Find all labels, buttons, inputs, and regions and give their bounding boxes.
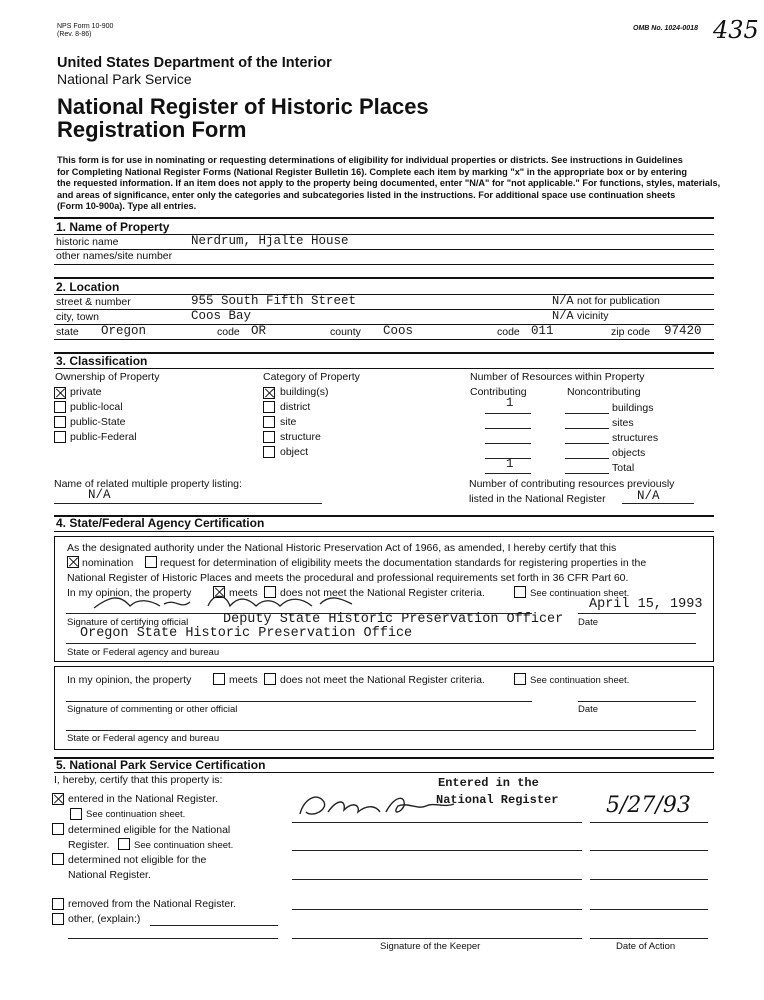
continuation-sheet-checkbox[interactable] (514, 586, 526, 598)
rule (54, 339, 714, 340)
agency-label: State or Federal agency and bureau (67, 647, 220, 658)
other-label: other, (explain:) (68, 913, 141, 925)
agency-line (66, 643, 696, 644)
street-value[interactable]: 955 South Fifth Street (191, 294, 357, 308)
category-label: site (280, 416, 297, 428)
rule (54, 531, 714, 532)
determined-eligible-checkbox[interactable] (52, 823, 64, 835)
continuation-sheet-label: See continuation sheet. (86, 809, 186, 820)
certification-date-value[interactable]: April 15, 1993 (589, 597, 703, 612)
section-5-heading: 5. National Park Service Certification (56, 758, 266, 772)
ownership-label: public-local (70, 401, 123, 413)
blank (485, 413, 531, 414)
removed-checkbox[interactable] (52, 898, 64, 910)
date-line (578, 701, 696, 702)
category-building-checkbox[interactable] (263, 387, 275, 399)
not-for-publication-mark[interactable]: N/A (552, 294, 574, 308)
historic-name-value[interactable]: Nerdrum, Hjalte House (191, 234, 349, 248)
date-line (590, 909, 708, 910)
signature-line (292, 822, 582, 823)
meets-label: meets (229, 674, 258, 686)
not-for-publication-label: not for publication (577, 295, 660, 307)
code-value[interactable]: OR (251, 324, 267, 338)
blank (565, 428, 609, 429)
rule (54, 234, 714, 235)
category-site-checkbox[interactable] (263, 416, 275, 428)
instructions-line: (Form 10-900a). Type all entries. (57, 201, 197, 211)
category-label: object (280, 446, 309, 458)
section-divider (54, 352, 714, 354)
state-value[interactable]: Oregon (101, 324, 147, 338)
blank (565, 443, 609, 444)
rule (54, 772, 714, 773)
opinion-text: In my opinion, the property (67, 674, 192, 686)
date-line (590, 938, 708, 939)
nomination-label: nomination (82, 557, 134, 569)
zip-label: zip code (611, 326, 651, 338)
eligible-continuation-checkbox[interactable] (118, 838, 130, 850)
instructions-line: and areas of significance, enter only the categories and subcategories listed in the instructions. For additional space use continuation sheets (57, 189, 676, 200)
contributing-total-value[interactable]: 1 (506, 457, 514, 471)
ownership-label: public-State (70, 416, 126, 428)
resource-row-label: objects (612, 447, 646, 459)
blank (68, 938, 278, 939)
entered-checkbox[interactable] (52, 793, 64, 805)
meets-checkbox-2[interactable] (213, 673, 225, 685)
continuation-sheet-label: See continuation sheet. (134, 840, 234, 851)
vicinity-label: vicinity (577, 310, 609, 322)
entered-stamp-line: Entered in the (438, 776, 539, 790)
does-not-meet-label: does not meet the National Register criteria. (280, 674, 485, 686)
ownership-title: Ownership of Property (55, 371, 160, 383)
agency-name: National Park Service (57, 71, 192, 87)
rule (54, 368, 714, 369)
category-label: district (280, 401, 311, 413)
signature-line (292, 879, 582, 880)
related-listing-label: Name of related multiple property listing: (54, 478, 242, 490)
agency-label: State or Federal agency and bureau (67, 733, 220, 744)
city-value[interactable]: Coos Bay (191, 309, 252, 323)
historic-name-label: historic name (56, 236, 119, 248)
signer-title-value: Deputy State Historic Preservation Officer (223, 612, 564, 627)
rule (54, 264, 714, 265)
resource-row-label: buildings (612, 402, 654, 414)
does-not-meet-label: does not meet the National Register criteria. (280, 587, 485, 599)
date-line (590, 822, 708, 823)
date-of-action-value[interactable]: 5/27/93 (606, 793, 691, 818)
signature-line (66, 701, 532, 702)
removed-label: removed from the National Register. (68, 898, 237, 910)
instructions-line: the requested information. If an item does not apply to the property being documented, enter "N/A" for "not applicable." For functions, styles, materials, (57, 178, 721, 188)
keeper-signature-label: Signature of the Keeper (380, 941, 481, 952)
agency-line (66, 730, 696, 731)
entered-stamp-line: National Register (436, 793, 559, 807)
street-label: street & number (56, 296, 131, 308)
city-label: city, town (56, 311, 99, 323)
ownership-label: public-Federal (70, 431, 137, 443)
certification-text: National Register of Historic Places and meets the procedural and professional requirements set forth in 36 CFR Part 60. (67, 572, 629, 584)
ownership-public-state-checkbox[interactable] (54, 416, 66, 428)
continuation-sheet-label: See continuation sheet. (530, 588, 630, 599)
category-district-checkbox[interactable] (263, 401, 275, 413)
entered-label: entered in the National Register. (68, 793, 219, 805)
date-line (590, 879, 708, 880)
signature-label: Signature of commenting or other official (67, 704, 238, 715)
instructions-paragraph (57, 155, 720, 213)
date-of-action-label: Date of Action (616, 941, 676, 952)
signature-line (292, 938, 582, 939)
opinion-text: In my opinion, the property (67, 587, 192, 599)
previously-listed-label: listed in the National Register (469, 493, 606, 505)
keeper-intro: I, hereby, certify that this property is: (54, 774, 223, 786)
determined-not-eligible-label: determined not eligible for the (68, 854, 207, 866)
category-label: building(s) (280, 386, 329, 398)
section-2-heading: 2. Location (56, 280, 120, 294)
blank (565, 458, 609, 459)
blank (485, 428, 531, 429)
blank (485, 473, 531, 474)
ownership-public-federal-checkbox[interactable] (54, 431, 66, 443)
contributing-buildings-value[interactable]: 1 (506, 396, 514, 410)
previously-listed-label: Number of contributing resources previously (469, 478, 675, 490)
nomination-checkbox[interactable] (67, 556, 79, 568)
keeper-signature (294, 788, 474, 826)
rule (54, 309, 714, 310)
form-title: National Register of Historic Places (57, 94, 429, 119)
meets-label: meets (229, 587, 258, 599)
section-divider (54, 217, 714, 219)
determined-not-eligible-label: National Register. (68, 869, 151, 881)
certification-text: As the designated authority under the National Historic Preservation Act of 1966, as amended, I hereby certify that this (67, 542, 617, 554)
code-label: code (217, 326, 240, 338)
category-title: Category of Property (263, 371, 360, 383)
previously-listed-value[interactable]: N/A (637, 489, 660, 503)
signature-label: Signature of certifying official (67, 617, 189, 628)
continuation-sheet-checkbox-2[interactable] (514, 673, 526, 685)
section-4-heading: 4. State/Federal Agency Certification (56, 516, 265, 530)
request-label: request for determination of eligibility meets the documentation standards for registering properties in the (160, 557, 647, 569)
determined-not-eligible-checkbox[interactable] (52, 853, 64, 865)
agency-value[interactable]: Oregon State Historic Preservation Office (80, 626, 413, 641)
resource-row-label: Total (612, 462, 635, 474)
county-value[interactable]: Coos (383, 324, 414, 338)
form-number: NPS Form 10-900 (57, 23, 114, 30)
blank (622, 503, 694, 504)
signature-line (292, 909, 582, 910)
omb-number: OMB No. 1024-0018 (633, 25, 698, 32)
handwritten-id: 435 (713, 16, 759, 44)
instructions-line: for Completing National Register Forms (National Register Bulletin 16). Complete each item by marking "x" in the appropriate box or by entering (57, 166, 687, 177)
category-label: structure (280, 431, 321, 443)
contributing-header: Contributing (470, 386, 527, 398)
vicinity-mark[interactable]: N/A (552, 309, 574, 323)
instructions-line: This form is for use in nominating or requesting determinations of eligibility for individual properties or districts. See instructions in Guidelines (57, 155, 683, 165)
ownership-label: private (70, 386, 102, 398)
entered-continuation-checkbox[interactable] (70, 808, 82, 820)
date-line (590, 850, 708, 851)
zip-value[interactable]: 97420 (664, 324, 702, 338)
related-listing-value[interactable]: N/A (88, 488, 111, 502)
resource-row-label: sites (612, 417, 634, 429)
county-code-label: code (497, 326, 520, 338)
date-label: Date (578, 704, 599, 715)
county-label: county (330, 326, 361, 338)
does-not-meet-checkbox-2[interactable] (264, 673, 276, 685)
section-3-heading: 3. Classification (56, 354, 148, 368)
determined-eligible-label: determined eligible for the National (68, 824, 231, 836)
section-1-heading: 1. Name of Property (56, 220, 170, 234)
state-label: state (56, 326, 79, 338)
category-object-checkbox[interactable] (263, 446, 275, 458)
other-names-label: other names/site number (56, 250, 173, 262)
form-revision: (Rev. 8-86) (57, 31, 92, 38)
ownership-private-checkbox[interactable] (54, 387, 66, 399)
date-line (578, 613, 696, 614)
blank (150, 925, 278, 926)
ownership-public-local-checkbox[interactable] (54, 401, 66, 413)
form-subtitle: Registration Form (57, 117, 247, 142)
request-checkbox[interactable] (145, 556, 157, 568)
determined-eligible-label: Register. (68, 839, 110, 851)
blank (54, 503, 322, 504)
blank (565, 413, 609, 414)
signature-line (292, 850, 582, 851)
category-structure-checkbox[interactable] (263, 431, 275, 443)
county-code-value[interactable]: 011 (531, 324, 554, 338)
blank (565, 473, 609, 474)
other-checkbox[interactable] (52, 913, 64, 925)
blank (485, 443, 531, 444)
resources-title: Number of Resources within Property (470, 371, 645, 383)
continuation-sheet-label: See continuation sheet. (530, 675, 630, 686)
date-label: Date (578, 617, 599, 628)
noncontributing-header: Noncontributing (567, 386, 641, 398)
resource-row-label: structures (612, 432, 659, 444)
section-divider (54, 277, 714, 279)
department-name: United States Department of the Interior (57, 55, 332, 71)
